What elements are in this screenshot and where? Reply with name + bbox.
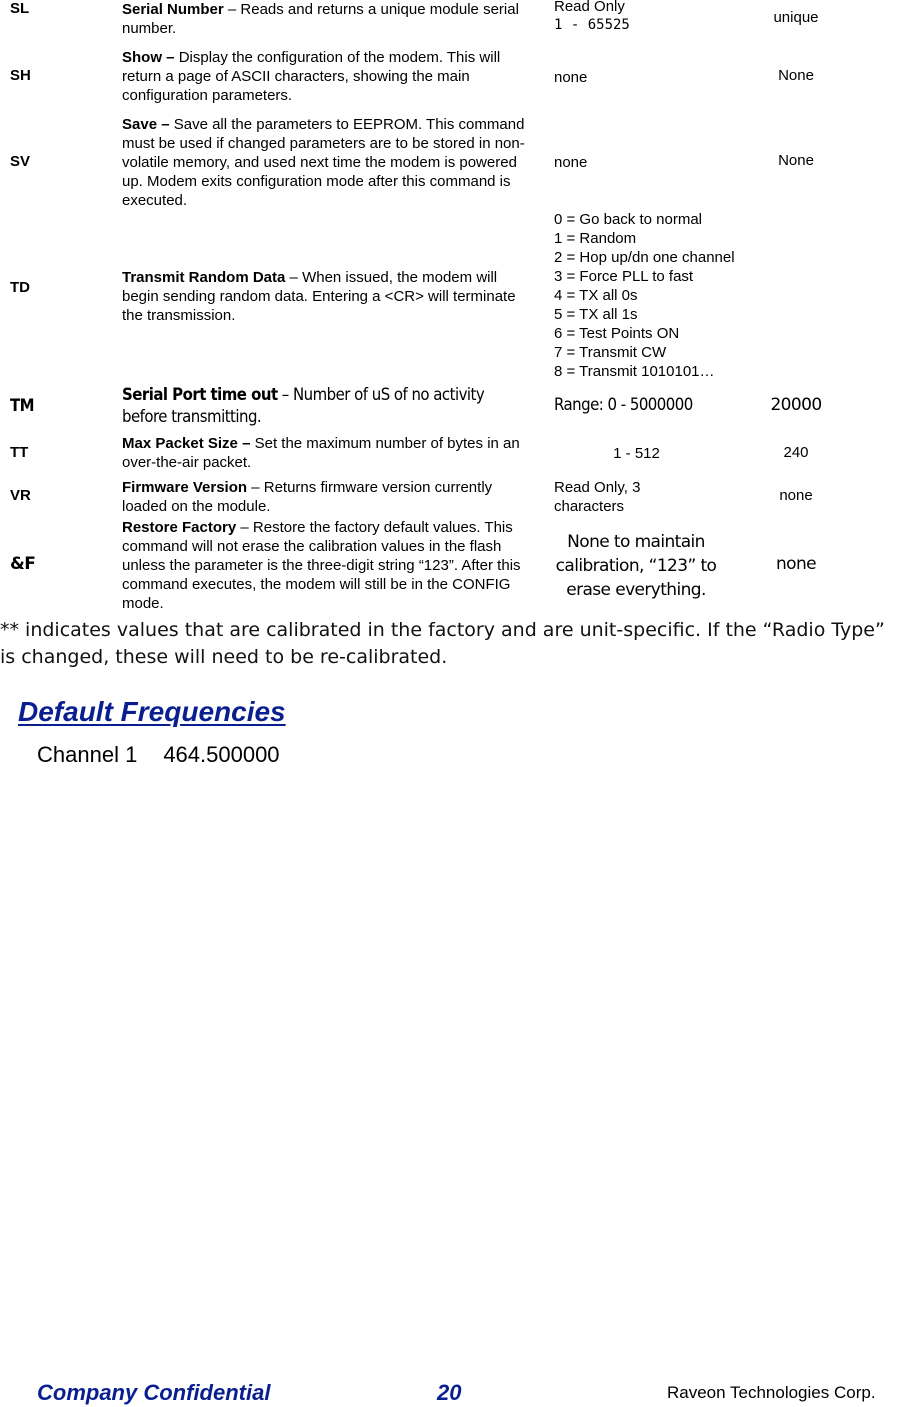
page-number: 20 [437,1380,462,1405]
range-line: 1 - 65525 [554,17,630,33]
command-range [554,478,764,516]
command-range [554,210,764,381]
range-line: none [554,69,588,86]
command-name: Transmit Random Data [122,269,286,286]
table-row-tt [0,434,898,474]
table-row-sv [0,115,898,213]
command-name: Serial Number [122,1,224,18]
range-line: calibration, “123” to [555,556,717,576]
command-default: 240 [783,444,809,461]
range-line: Range: 0 - 5000000 [554,395,693,415]
command-default: none [775,554,816,574]
section-title: Default Frequencies [18,696,286,727]
table-row-sh [0,48,898,108]
page-footer [0,1380,898,1406]
command-code: VR [10,487,31,504]
separator: – [277,385,293,405]
command-name: Serial Port time out [122,385,278,405]
command-description [122,478,527,516]
command-range [554,68,764,87]
command-default: none [779,487,813,504]
command-text: Restore the factory default values. This command will not erase the calibration values in the flash unless the parameter is the three-digit string “123”. After this command executes, the modem will still be in the CONFIG mode. [122,519,521,612]
command-name: Save – [122,116,170,133]
command-description [122,48,527,105]
command-description [122,0,527,38]
range-line: 1 - 512 [613,445,660,462]
range-line: 8 = Transmit 1010101… [554,363,715,380]
command-text: When issued, the modem will begin sending random data. Entering a <CR> will terminate the transmission. [122,269,516,324]
range-line: Read Only, 3 [554,479,641,496]
range-line: 3 = Force PLL to fast [554,268,694,285]
command-text: Save all the parameters to EEPROM. This command must be used if changed parameters are to be stored in non-volatile memory, and used next time the modem is powered up. Modem exits configuration mode after this command is executed. [122,116,525,209]
range-line: erase everything. [566,580,706,600]
confidential-label: Company Confidential [37,1380,271,1405]
command-name: Max Packet Size – [122,435,251,452]
separator: – [247,479,264,496]
command-default: None [778,67,814,84]
command-code: SH [10,67,31,84]
channel-label: Channel 1 [37,742,138,767]
command-code: &F [10,554,36,574]
command-default: unique [773,9,819,26]
command-text: Display the configuration of the modem. This will return a page of ASCII characters, showing the main configuration parameters. [122,49,501,104]
command-text: Reads and returns a unique module serial number. [122,1,519,37]
range-line: None to maintain [567,532,705,552]
command-code: TT [10,444,29,461]
command-text: Number of uS of no activity before transmitting. [122,385,485,427]
command-default: 20000 [770,395,822,415]
command-text: Set the maximum number of bytes in an over-the-air packet. [122,435,520,471]
range-line: 1 = Random [554,230,637,247]
command-range [554,153,764,172]
command-description [122,268,527,325]
command-code: TM [10,396,35,416]
range-line: 7 = Transmit CW [554,344,667,361]
range-line: 5 = TX all 1s [554,306,638,323]
range-line: characters [554,498,625,515]
command-name: Show – [122,49,175,66]
command-description [122,518,527,613]
command-range [540,530,732,602]
table-row-td [0,210,898,382]
command-name: Firmware Version [122,479,248,496]
command-code: SL [10,0,30,17]
command-range [554,0,764,35]
channel-entry [37,742,306,768]
channel-frequency: 464.500000 [163,742,280,767]
range-line: 6 = Test Points ON [554,325,680,342]
command-default: None [778,152,814,169]
separator: – [285,269,303,286]
range-line: 2 = Hop up/dn one channel [554,249,735,266]
command-description [122,115,527,210]
range-line: 4 = TX all 0s [554,287,638,304]
command-code: SV [10,153,31,170]
range-line: Read Only [554,0,625,15]
range-line: 0 = Go back to normal [554,211,702,228]
command-range [554,396,739,415]
command-description [122,434,527,472]
company-name: Raveon Technologies Corp. [667,1383,876,1402]
command-description [122,384,518,428]
range-line: none [554,154,588,171]
command-text: Returns firmware version currently loaded on the module. [122,479,493,515]
table-row-restore-factory [0,518,898,614]
command-name: Restore Factory [122,519,237,536]
command-code: TD [10,279,30,296]
separator: – [236,519,253,536]
calibration-note: ** indicates values that are calibrated in the factory and are unit-specific. If the “Radio Type” is changed, these will need to be re-calibrated. [0,619,885,668]
table-row-tm [0,384,898,430]
table-row-sl [0,0,898,46]
table-row-vr [0,478,898,518]
command-range [554,444,719,463]
separator: – [223,1,241,18]
